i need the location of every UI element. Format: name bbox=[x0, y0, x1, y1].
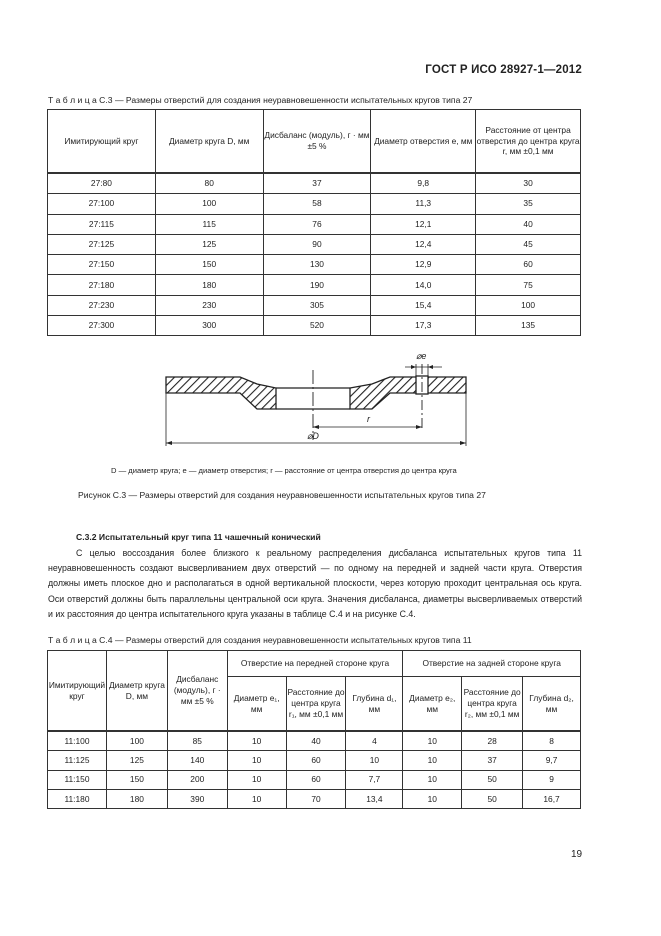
table-cell: 60 bbox=[476, 255, 581, 275]
table-cell: 150 bbox=[106, 770, 167, 789]
table-cell: 10 bbox=[403, 770, 462, 789]
col-header-distance: Расстояние от центра отверстия до центра круга r, мм ±0,1 мм bbox=[476, 110, 581, 174]
table-cell: 37 bbox=[462, 751, 523, 770]
col-header-front-distance: Расстояние до центра круга r₁, мм ±0,1 мм bbox=[286, 677, 346, 732]
table-cell: 35 bbox=[476, 194, 581, 214]
table-cell: 40 bbox=[476, 214, 581, 234]
table-c4 bbox=[47, 650, 581, 809]
table-cell: 13,4 bbox=[346, 789, 403, 808]
col-header-front-diameter: Диаметр e₁, мм bbox=[227, 677, 286, 732]
col-header-imbalance: Дисбаланс (модуль), г · мм ±5 % bbox=[263, 110, 371, 174]
table-cell: 9 bbox=[523, 770, 581, 789]
table-cell: 150 bbox=[155, 255, 263, 275]
table-cell: 80 bbox=[155, 173, 263, 194]
wheel-section-left bbox=[166, 377, 276, 409]
label-e: ⌀e bbox=[416, 351, 427, 361]
table-cell: 12,1 bbox=[371, 214, 476, 234]
table-cell: 10 bbox=[227, 751, 286, 770]
table-cell: 10 bbox=[403, 731, 462, 751]
table-row bbox=[48, 316, 581, 336]
table-cell: 27:230 bbox=[48, 295, 156, 315]
table-row bbox=[48, 275, 581, 295]
table-cell: 45 bbox=[476, 234, 581, 254]
table-cell: 9,7 bbox=[523, 751, 581, 770]
table-cell: 11:125 bbox=[48, 751, 107, 770]
table-cell: 16,7 bbox=[523, 789, 581, 808]
table-cell: 135 bbox=[476, 316, 581, 336]
table-cell: 100 bbox=[155, 194, 263, 214]
table-cell: 125 bbox=[106, 751, 167, 770]
table-cell: 75 bbox=[476, 275, 581, 295]
table-row bbox=[48, 789, 581, 808]
group-header-back: Отверстие на задней стороне круга bbox=[403, 651, 581, 677]
page-number: 19 bbox=[571, 849, 583, 860]
col-header-back-diameter: Диаметр e₂, мм bbox=[403, 677, 462, 732]
table-cell: 14,0 bbox=[371, 275, 476, 295]
table-c4-caption: Т а б л и ц а С.4 — Размеры отверстий для создания неуравновешенности испытательных кругов типа 11 bbox=[48, 635, 472, 645]
table-cell: 37 bbox=[263, 173, 371, 194]
table-row bbox=[48, 770, 581, 789]
table-cell: 8 bbox=[523, 731, 581, 751]
table-cell: 60 bbox=[286, 751, 346, 770]
table-cell: 76 bbox=[263, 214, 371, 234]
table-cell: 10 bbox=[227, 731, 286, 751]
table-cell: 11:180 bbox=[48, 789, 107, 808]
table-cell: 10 bbox=[403, 789, 462, 808]
table-cell: 85 bbox=[167, 731, 227, 751]
table-cell: 7,7 bbox=[346, 770, 403, 789]
table-cell: 125 bbox=[155, 234, 263, 254]
col-header-hole-diameter: Диаметр отверстия e, мм bbox=[371, 110, 476, 174]
table-cell: 100 bbox=[106, 731, 167, 751]
table-cell: 200 bbox=[167, 770, 227, 789]
table-row bbox=[48, 731, 581, 751]
table-cell: 11:100 bbox=[48, 731, 107, 751]
table-cell: 40 bbox=[286, 731, 346, 751]
table-cell: 10 bbox=[227, 789, 286, 808]
section-title: С.3.2 Испытательный круг типа 11 чашечный конический bbox=[76, 532, 321, 542]
table-cell: 11,3 bbox=[371, 194, 476, 214]
table-cell: 9,8 bbox=[371, 173, 476, 194]
table-cell: 27:115 bbox=[48, 214, 156, 234]
table-row bbox=[48, 194, 581, 214]
table-cell: 60 bbox=[286, 770, 346, 789]
table-cell: 17,3 bbox=[371, 316, 476, 336]
table-cell: 28 bbox=[462, 731, 523, 751]
table-cell: 10 bbox=[346, 751, 403, 770]
table-cell: 300 bbox=[155, 316, 263, 336]
table-cell: 90 bbox=[263, 234, 371, 254]
col-header-diameter: Диаметр круга D, мм bbox=[106, 651, 167, 732]
table-cell: 115 bbox=[155, 214, 263, 234]
table-c3 bbox=[47, 109, 581, 336]
table-cell: 30 bbox=[476, 173, 581, 194]
table-cell: 12,4 bbox=[371, 234, 476, 254]
table-cell: 11:150 bbox=[48, 770, 107, 789]
table-cell: 390 bbox=[167, 789, 227, 808]
table-cell: 305 bbox=[263, 295, 371, 315]
table-cell: 27:100 bbox=[48, 194, 156, 214]
table-cell: 190 bbox=[263, 275, 371, 295]
col-header-imbalance: Дисбаланс (модуль), г · мм ±5 % bbox=[167, 651, 227, 732]
table-row bbox=[48, 255, 581, 275]
figure-c3-caption: Рисунок С.3 — Размеры отверстий для создания неуравновешенности испытательных кругов типа 27 bbox=[78, 490, 486, 500]
table-cell: 10 bbox=[403, 751, 462, 770]
table-cell: 27:80 bbox=[48, 173, 156, 194]
table-cell: 130 bbox=[263, 255, 371, 275]
table-row bbox=[48, 234, 581, 254]
table-cell: 15,4 bbox=[371, 295, 476, 315]
label-D: ⌀D bbox=[307, 431, 319, 441]
table-cell: 50 bbox=[462, 789, 523, 808]
table-cell: 520 bbox=[263, 316, 371, 336]
table-cell: 58 bbox=[263, 194, 371, 214]
table-cell: 50 bbox=[462, 770, 523, 789]
table-cell: 4 bbox=[346, 731, 403, 751]
section-paragraph: С целью воссоздания более близкого к реальному распределения дисбаланса испытательных кругов типа 11 неуравновешенность создают высверливанием двух отверстий — по одному на передней и задней части круга. Отверстия должны иметь плоское дно и располагаться в одной вертикальной плоскости, через которую проходит центральная ось круга. Оси отверстий должны быть параллельны центральной оси круга. Значения дисбаланса, диаметры высверливаемых отверстий и их расстояния до центра испытательного круга указаны в таблице С.4 и на рисунке С.4. bbox=[48, 548, 582, 619]
table-cell: 70 bbox=[286, 789, 346, 808]
table-row bbox=[48, 751, 581, 770]
wheel-section-right bbox=[350, 377, 466, 409]
table-cell: 27:150 bbox=[48, 255, 156, 275]
table-cell: 27:180 bbox=[48, 275, 156, 295]
table-row bbox=[48, 214, 581, 234]
table-cell: 180 bbox=[106, 789, 167, 808]
label-r: r bbox=[367, 414, 370, 424]
col-header-wheel: Имитирующий круг bbox=[48, 651, 107, 732]
table-cell: 27:125 bbox=[48, 234, 156, 254]
col-header-wheel: Имитирующий круг bbox=[48, 110, 156, 174]
table-row bbox=[48, 295, 581, 315]
table-header-row bbox=[48, 651, 581, 677]
table-cell: 140 bbox=[167, 751, 227, 770]
group-header-front: Отверстие на передней стороне круга bbox=[227, 651, 403, 677]
col-header-front-depth: Глубина d₁, мм bbox=[346, 677, 403, 732]
col-header-back-distance: Расстояние до центра круга r₂, мм ±0,1 мм bbox=[462, 677, 523, 732]
table-cell: 27:300 bbox=[48, 316, 156, 336]
col-header-back-depth: Глубина d₂, мм bbox=[523, 677, 581, 732]
figure-legend: D — диаметр круга; e — диаметр отверстия; r — расстояние от центра отверстия до центра круга bbox=[111, 466, 457, 475]
table-header-row bbox=[48, 110, 581, 174]
table-cell: 12,9 bbox=[371, 255, 476, 275]
table-cell: 230 bbox=[155, 295, 263, 315]
table-cell: 100 bbox=[476, 295, 581, 315]
table-cell: 10 bbox=[227, 770, 286, 789]
standard-header: ГОСТ Р ИСО 28927-1—2012 bbox=[425, 64, 582, 76]
col-header-diameter: Диаметр круга D, мм bbox=[155, 110, 263, 174]
table-row bbox=[48, 173, 581, 194]
table-cell: 180 bbox=[155, 275, 263, 295]
table-c3-caption: Т а б л и ц а С.3 — Размеры отверстий для создания неуравновешенности испытательных кругов типа 27 bbox=[48, 95, 473, 105]
